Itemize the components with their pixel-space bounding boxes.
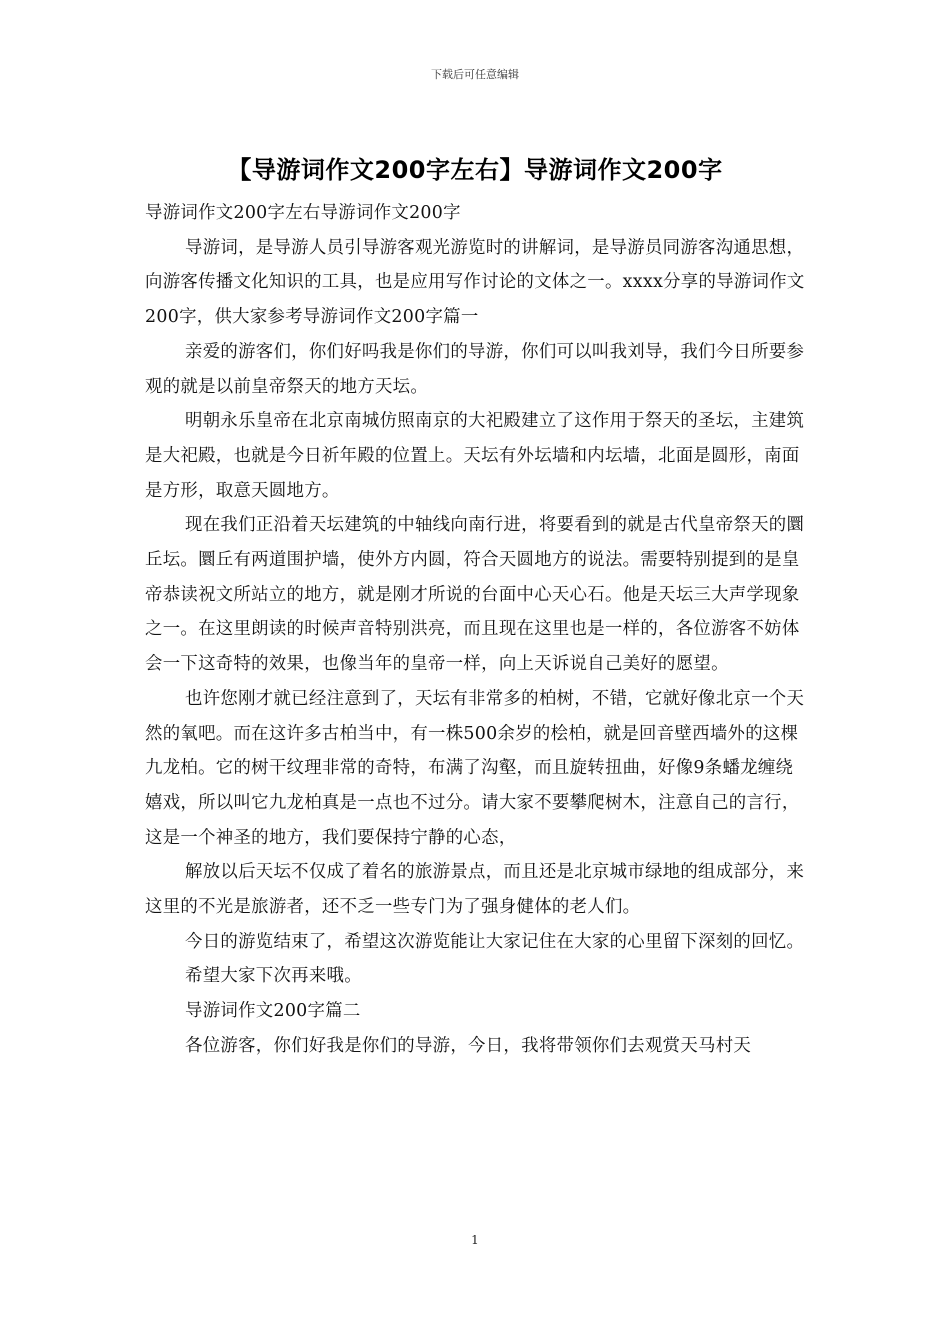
body-paragraph: 导游词，是导游人员引导游客观光游览时的讲解词，是导游员同游客沟通思想，向游客传播文化知识的工具，也是应用写作讨论的文体之一。xxxx分享的导游词作文200字，供大家参考导游词作文200字篇一	[145, 237, 805, 328]
body-paragraph: 亲爱的游客们，你们好吗我是你们的导游，你们可以叫我刘导，我们今日所要参观的就是以前皇帝祭天的地方天坛。	[145, 341, 805, 397]
document-title: 【导游词作文200字左右】导游词作文200字	[227, 156, 723, 184]
body-paragraph: 现在我们正沿着天坛建筑的中轴线向南行进，将要看到的就是古代皇帝祭天的圜丘坛。圜丘有两道围护墙，使外方内圆，符合天圆地方的说法。需要特别提到的是皇帝恭读祝文所站立的地方，就是刚才所说的台面中心天心石。他是天坛三大声学现象之一。在这里朗读的时候声音特别洪亮，而且现在这里也是一样的，各位游客不妨体会一下这奇特的效果，也像当年的皇帝一样，向上天诉说自己美好的愿望。	[145, 515, 805, 675]
document-body	[145, 196, 810, 1064]
body-paragraph: 明朝永乐皇帝在北京南城仿照南京的大祀殿建立了这作用于祭天的圣坛，主建筑是大祀殿，也就是今日祈年殿的位置上。天坛有外坛墙和内坛墙，北面是圆形，南面是方形，取意天圆地方。	[145, 411, 805, 501]
body-paragraph: 解放以后天坛不仅成了着名的旅游景点，而且还是北京城市绿地的组成部分，来这里的不光是旅游者，还不乏一些专门为了强身健体的老人们。	[145, 862, 805, 918]
page-number: 1	[471, 1233, 479, 1247]
section-heading: 导游词作文200字篇二	[185, 1001, 361, 1022]
body-paragraph: 也许您刚才就已经注意到了，天坛有非常多的柏树，不错，它就好像北京一个天然的氧吧。而在这许多古柏当中，有一株500余岁的桧柏，就是回音壁西墙外的这棵九龙柏。它的树干纹理非常的奇特，布满了沟壑，而且旋转扭曲，好像9条蟠龙缠绕嬉戏，所以叫它九龙柏真是一点也不过分。请大家不要攀爬树木，注意自己的言行，这是一个神圣的地方，我们要保持宁静的心态，	[145, 688, 805, 848]
body-paragraph: 希望大家下次再来哦。	[185, 966, 362, 987]
body-paragraph: 各位游客，你们好我是你们的导游，今日，我将带领你们去观赏天马村天	[185, 1035, 752, 1056]
subtitle-paragraph: 导游词作文200字左右导游词作文200字	[145, 203, 461, 223]
page-header-note: 下载后可任意编辑	[431, 68, 519, 81]
body-paragraph: 今日的游览结束了，希望这次游览能让大家记住在大家的心里留下深刻的回忆。	[185, 931, 805, 952]
